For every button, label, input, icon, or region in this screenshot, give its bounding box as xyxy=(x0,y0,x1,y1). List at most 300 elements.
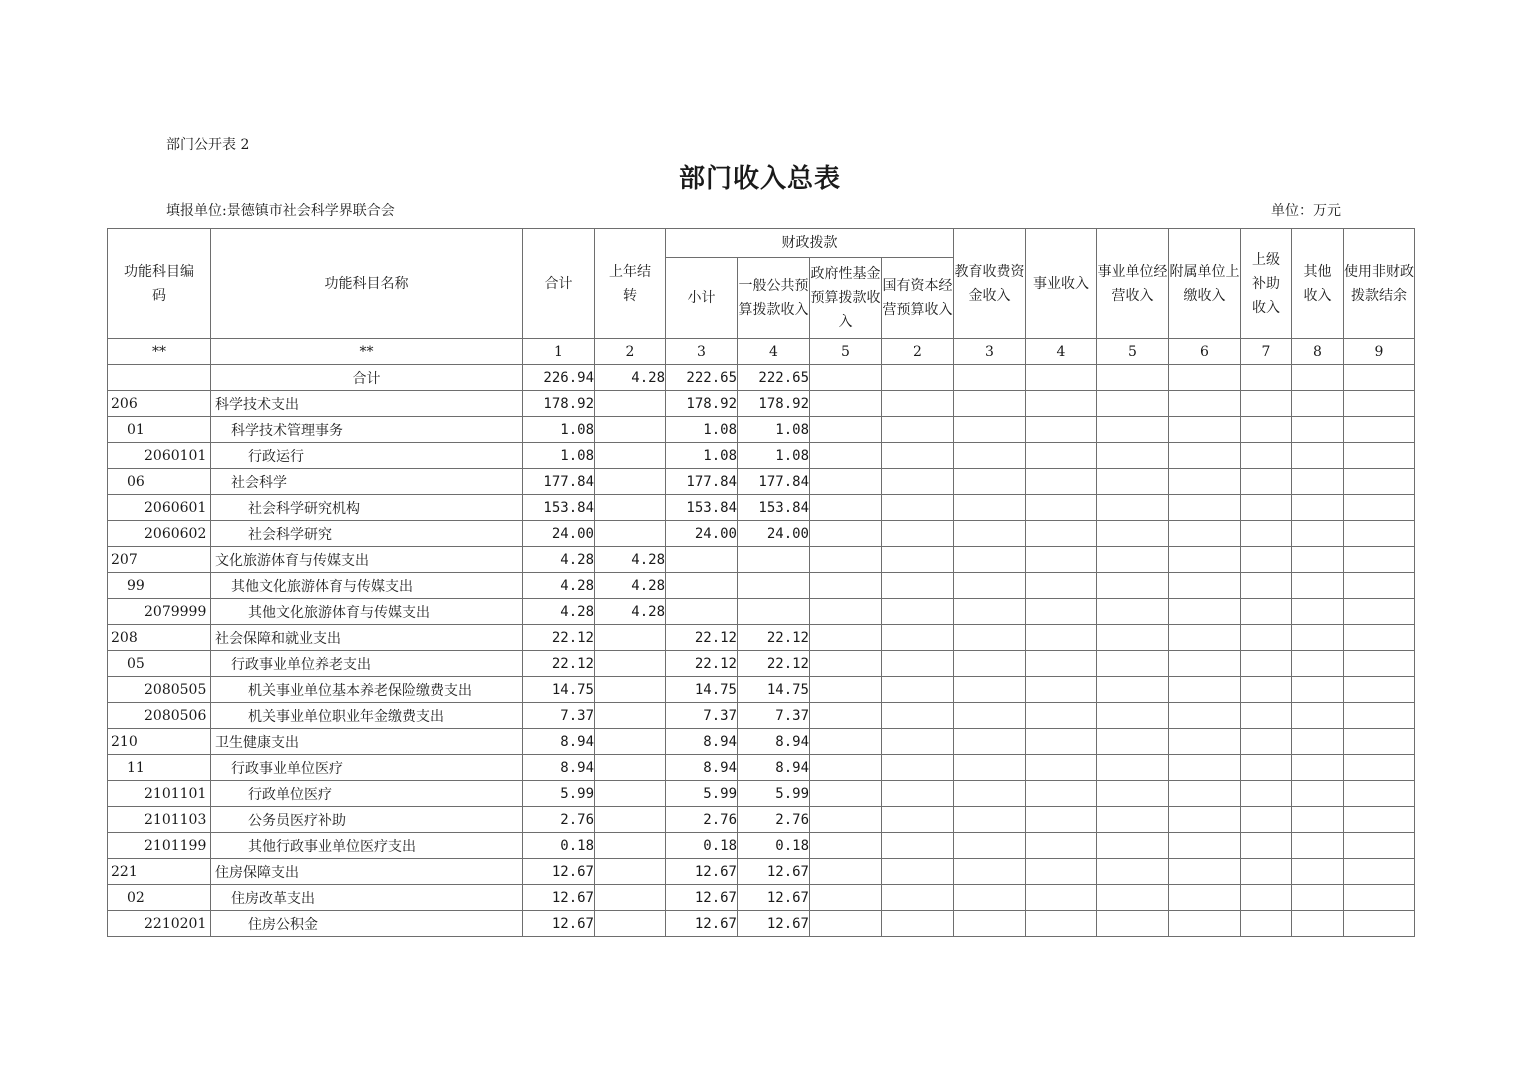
subtotal-cell xyxy=(666,573,738,599)
table-row xyxy=(108,365,1415,391)
empty-cell xyxy=(1097,885,1169,911)
empty-cell xyxy=(954,443,1026,469)
empty-cell xyxy=(954,625,1026,651)
empty-cell xyxy=(1292,703,1344,729)
empty-cell xyxy=(1241,755,1292,781)
empty-cell xyxy=(1344,859,1415,885)
seq-cell: 3 xyxy=(666,339,738,365)
empty-cell xyxy=(1344,833,1415,859)
empty-cell xyxy=(1097,443,1169,469)
subtotal-cell: 222.65 xyxy=(666,365,738,391)
code-cell: 2080506 xyxy=(108,703,211,729)
empty-cell xyxy=(954,781,1026,807)
name-cell: 住房保障支出 xyxy=(211,859,523,885)
empty-cell xyxy=(1241,469,1292,495)
empty-cell xyxy=(1292,573,1344,599)
empty-cell xyxy=(1292,911,1344,937)
seq-cell: 6 xyxy=(1169,339,1241,365)
empty-cell xyxy=(1097,729,1169,755)
empty-cell xyxy=(1169,859,1241,885)
total-cell: 14.75 xyxy=(523,677,595,703)
total-cell: 153.84 xyxy=(523,495,595,521)
table-row xyxy=(108,599,1415,625)
empty-cell xyxy=(1241,573,1292,599)
seq-cell: 5 xyxy=(810,339,882,365)
empty-cell xyxy=(1097,703,1169,729)
empty-cell xyxy=(954,729,1026,755)
carryover-cell xyxy=(595,807,666,833)
empty-cell xyxy=(954,469,1026,495)
general-budget-cell: 1.08 xyxy=(738,417,810,443)
empty-cell xyxy=(882,651,954,677)
empty-cell xyxy=(882,729,954,755)
empty-cell xyxy=(1292,417,1344,443)
empty-cell xyxy=(1241,599,1292,625)
header-general-budget: 一般公共预算拨款收入 xyxy=(738,258,810,339)
subtotal-cell: 7.37 xyxy=(666,703,738,729)
empty-cell xyxy=(1026,547,1097,573)
empty-cell xyxy=(1097,417,1169,443)
total-cell: 8.94 xyxy=(523,729,595,755)
empty-cell xyxy=(1097,495,1169,521)
general-budget-cell: 5.99 xyxy=(738,781,810,807)
empty-cell xyxy=(1169,599,1241,625)
empty-cell xyxy=(1169,911,1241,937)
money-unit: 单位：万元 xyxy=(1271,203,1341,219)
empty-cell xyxy=(1097,573,1169,599)
seq-cell: 4 xyxy=(1026,339,1097,365)
general-budget-cell: 153.84 xyxy=(738,495,810,521)
empty-cell xyxy=(1241,859,1292,885)
code-cell: 06 xyxy=(108,469,211,495)
empty-cell xyxy=(810,911,882,937)
seq-cell: 5 xyxy=(1097,339,1169,365)
empty-cell xyxy=(882,547,954,573)
general-budget-cell: 12.67 xyxy=(738,911,810,937)
name-cell: 行政事业单位养老支出 xyxy=(211,651,523,677)
empty-cell xyxy=(882,521,954,547)
empty-cell xyxy=(882,781,954,807)
empty-cell xyxy=(882,417,954,443)
empty-cell xyxy=(1344,911,1415,937)
empty-cell xyxy=(1169,703,1241,729)
total-cell: 0.18 xyxy=(523,833,595,859)
empty-cell xyxy=(1292,651,1344,677)
empty-cell xyxy=(954,859,1026,885)
table-row xyxy=(108,807,1415,833)
empty-cell xyxy=(1169,807,1241,833)
total-cell: 12.67 xyxy=(523,885,595,911)
empty-cell xyxy=(810,833,882,859)
name-cell: 社会科学研究机构 xyxy=(211,495,523,521)
empty-cell xyxy=(1292,391,1344,417)
seq-cell: 8 xyxy=(1292,339,1344,365)
empty-cell xyxy=(1169,781,1241,807)
empty-cell xyxy=(1292,443,1344,469)
empty-cell xyxy=(1169,755,1241,781)
empty-cell xyxy=(1292,599,1344,625)
table-row xyxy=(108,521,1415,547)
empty-cell xyxy=(1169,443,1241,469)
empty-cell xyxy=(882,469,954,495)
carryover-cell xyxy=(595,677,666,703)
empty-cell xyxy=(882,755,954,781)
empty-cell xyxy=(1169,495,1241,521)
empty-cell xyxy=(1344,781,1415,807)
empty-cell xyxy=(1026,859,1097,885)
name-cell: 公务员医疗补助 xyxy=(211,807,523,833)
doc-label: 部门公开表 2 xyxy=(166,137,250,153)
empty-cell xyxy=(810,469,882,495)
empty-cell xyxy=(1026,391,1097,417)
subtotal-cell: 0.18 xyxy=(666,833,738,859)
general-budget-cell xyxy=(738,573,810,599)
empty-cell xyxy=(1097,781,1169,807)
empty-cell xyxy=(1026,469,1097,495)
general-budget-cell: 24.00 xyxy=(738,521,810,547)
table-body xyxy=(108,339,1415,937)
empty-cell xyxy=(1241,365,1292,391)
table-header xyxy=(108,229,1415,339)
subtotal-cell: 14.75 xyxy=(666,677,738,703)
table-row xyxy=(108,547,1415,573)
empty-cell xyxy=(810,495,882,521)
total-cell: 22.12 xyxy=(523,625,595,651)
name-cell: 其他行政事业单位医疗支出 xyxy=(211,833,523,859)
name-cell: 社会科学 xyxy=(211,469,523,495)
empty-cell xyxy=(882,859,954,885)
seq-cell: 3 xyxy=(954,339,1026,365)
subtotal-cell: 12.67 xyxy=(666,859,738,885)
empty-cell xyxy=(1169,885,1241,911)
table-row xyxy=(108,417,1415,443)
subtotal-cell xyxy=(666,547,738,573)
general-budget-cell: 7.37 xyxy=(738,703,810,729)
empty-cell xyxy=(810,729,882,755)
code-cell: 2079999 xyxy=(108,599,211,625)
name-cell: 住房改革支出 xyxy=(211,885,523,911)
code-cell: 99 xyxy=(108,573,211,599)
total-cell: 178.92 xyxy=(523,391,595,417)
table-row xyxy=(108,625,1415,651)
empty-cell xyxy=(882,677,954,703)
header-name: 功能科目名称 xyxy=(211,229,523,339)
subtotal-cell: 22.12 xyxy=(666,651,738,677)
empty-cell xyxy=(1344,599,1415,625)
empty-cell xyxy=(1169,547,1241,573)
empty-cell xyxy=(882,599,954,625)
code-cell: 2210201 xyxy=(108,911,211,937)
general-budget-cell: 2.76 xyxy=(738,807,810,833)
empty-cell xyxy=(1292,625,1344,651)
table-row xyxy=(108,859,1415,885)
subtotal-cell: 12.67 xyxy=(666,911,738,937)
empty-cell xyxy=(1241,521,1292,547)
empty-cell xyxy=(882,703,954,729)
empty-cell xyxy=(1097,859,1169,885)
empty-cell xyxy=(1026,599,1097,625)
empty-cell xyxy=(1097,391,1169,417)
empty-cell xyxy=(1169,365,1241,391)
empty-cell xyxy=(1292,859,1344,885)
carryover-cell xyxy=(595,651,666,677)
general-budget-cell: 178.92 xyxy=(738,391,810,417)
header-superior-subsidy: 上级补助收入 xyxy=(1241,229,1292,339)
subtotal-cell: 8.94 xyxy=(666,729,738,755)
empty-cell xyxy=(1292,729,1344,755)
carryover-cell xyxy=(595,703,666,729)
empty-cell xyxy=(1344,365,1415,391)
empty-cell xyxy=(1344,677,1415,703)
code-cell: 2080505 xyxy=(108,677,211,703)
empty-cell xyxy=(1241,885,1292,911)
general-budget-cell xyxy=(738,547,810,573)
empty-cell xyxy=(882,391,954,417)
carryover-cell xyxy=(595,625,666,651)
empty-cell xyxy=(1241,781,1292,807)
total-cell: 2.76 xyxy=(523,807,595,833)
header-gov-fund: 政府性基金预算拨款收入 xyxy=(810,258,882,339)
carryover-cell xyxy=(595,911,666,937)
empty-cell xyxy=(954,651,1026,677)
empty-cell xyxy=(1241,417,1292,443)
carryover-cell xyxy=(595,495,666,521)
empty-cell xyxy=(810,677,882,703)
empty-cell xyxy=(1026,443,1097,469)
empty-cell xyxy=(810,521,882,547)
empty-cell xyxy=(1241,729,1292,755)
seq-cell: 2 xyxy=(595,339,666,365)
general-budget-cell: 1.08 xyxy=(738,443,810,469)
subtotal-cell: 8.94 xyxy=(666,755,738,781)
carryover-cell: 4.28 xyxy=(595,573,666,599)
empty-cell xyxy=(954,677,1026,703)
total-cell: 12.67 xyxy=(523,859,595,885)
subtotal-cell: 178.92 xyxy=(666,391,738,417)
general-budget-cell: 22.12 xyxy=(738,625,810,651)
name-cell: 科学技术管理事务 xyxy=(211,417,523,443)
empty-cell xyxy=(1169,391,1241,417)
empty-cell xyxy=(1026,521,1097,547)
empty-cell xyxy=(954,807,1026,833)
carryover-cell xyxy=(595,417,666,443)
carryover-cell: 4.28 xyxy=(595,599,666,625)
header-operating-income: 事业单位经营收入 xyxy=(1097,229,1169,339)
empty-cell xyxy=(954,547,1026,573)
empty-cell xyxy=(954,365,1026,391)
name-cell: 社会科学研究 xyxy=(211,521,523,547)
seq-cell: ** xyxy=(108,339,211,365)
empty-cell xyxy=(1344,729,1415,755)
empty-cell xyxy=(1344,547,1415,573)
empty-cell xyxy=(882,885,954,911)
table-row xyxy=(108,469,1415,495)
empty-cell xyxy=(1169,469,1241,495)
empty-cell xyxy=(1344,573,1415,599)
header-nonfiscal-balance: 使用非财政拨款结余 xyxy=(1344,229,1415,339)
subtotal-cell: 1.08 xyxy=(666,417,738,443)
name-cell: 其他文化旅游体育与传媒支出 xyxy=(211,599,523,625)
general-budget-cell xyxy=(738,599,810,625)
empty-cell xyxy=(1241,911,1292,937)
seq-cell: 4 xyxy=(738,339,810,365)
table-row xyxy=(108,677,1415,703)
empty-cell xyxy=(1292,885,1344,911)
table-row xyxy=(108,651,1415,677)
carryover-cell xyxy=(595,833,666,859)
empty-cell xyxy=(954,703,1026,729)
empty-cell xyxy=(810,755,882,781)
total-cell: 1.08 xyxy=(523,417,595,443)
empty-cell xyxy=(954,573,1026,599)
empty-cell xyxy=(1026,911,1097,937)
table-row xyxy=(108,573,1415,599)
subtotal-cell: 5.99 xyxy=(666,781,738,807)
empty-cell xyxy=(1026,651,1097,677)
empty-cell xyxy=(810,807,882,833)
empty-cell xyxy=(1097,807,1169,833)
empty-cell xyxy=(1292,677,1344,703)
empty-cell xyxy=(1026,625,1097,651)
header-subtotal: 小计 xyxy=(666,258,738,339)
code-cell: 210 xyxy=(108,729,211,755)
subtotal-cell: 24.00 xyxy=(666,521,738,547)
empty-cell xyxy=(1344,495,1415,521)
subtotal-cell: 12.67 xyxy=(666,885,738,911)
code-cell: 207 xyxy=(108,547,211,573)
empty-cell xyxy=(1292,807,1344,833)
empty-cell xyxy=(1026,677,1097,703)
empty-cell xyxy=(1169,729,1241,755)
empty-cell xyxy=(954,755,1026,781)
total-cell: 1.08 xyxy=(523,443,595,469)
general-budget-cell: 8.94 xyxy=(738,755,810,781)
code-cell: 221 xyxy=(108,859,211,885)
empty-cell xyxy=(1241,495,1292,521)
header-other-income: 其他收入 xyxy=(1292,229,1344,339)
code-cell: 208 xyxy=(108,625,211,651)
name-cell: 卫生健康支出 xyxy=(211,729,523,755)
header-code: 功能科目编码 xyxy=(108,229,211,339)
header-affiliate-income: 附属单位上缴收入 xyxy=(1169,229,1241,339)
general-budget-cell: 22.12 xyxy=(738,651,810,677)
table-row xyxy=(108,885,1415,911)
empty-cell xyxy=(954,391,1026,417)
carryover-cell xyxy=(595,521,666,547)
table-row xyxy=(108,703,1415,729)
carryover-cell xyxy=(595,391,666,417)
empty-cell xyxy=(1169,521,1241,547)
empty-cell xyxy=(882,443,954,469)
name-cell: 机关事业单位基本养老保险缴费支出 xyxy=(211,677,523,703)
name-cell: 行政事业单位医疗 xyxy=(211,755,523,781)
empty-cell xyxy=(1169,833,1241,859)
empty-cell xyxy=(1292,521,1344,547)
empty-cell xyxy=(1344,443,1415,469)
empty-cell xyxy=(810,417,882,443)
code-cell: 05 xyxy=(108,651,211,677)
empty-cell xyxy=(1344,807,1415,833)
header-state-capital: 国有资本经营预算收入 xyxy=(882,258,954,339)
empty-cell xyxy=(1097,521,1169,547)
subtotal-cell: 22.12 xyxy=(666,625,738,651)
table-row xyxy=(108,495,1415,521)
empty-cell xyxy=(1097,833,1169,859)
seq-cell: 2 xyxy=(882,339,954,365)
name-cell: 文化旅游体育与传媒支出 xyxy=(211,547,523,573)
total-cell: 4.28 xyxy=(523,599,595,625)
empty-cell xyxy=(1097,547,1169,573)
table-row xyxy=(108,911,1415,937)
name-cell: 社会保障和就业支出 xyxy=(211,625,523,651)
empty-cell xyxy=(882,833,954,859)
seq-cell: 7 xyxy=(1241,339,1292,365)
code-cell: 2060601 xyxy=(108,495,211,521)
empty-cell xyxy=(1026,703,1097,729)
income-table xyxy=(107,228,1415,937)
empty-cell xyxy=(1241,807,1292,833)
empty-cell xyxy=(1169,573,1241,599)
code-cell: 2101101 xyxy=(108,781,211,807)
empty-cell xyxy=(1344,625,1415,651)
empty-cell xyxy=(810,573,882,599)
header-education-fee: 教育收费资金收入 xyxy=(954,229,1026,339)
carryover-cell xyxy=(595,729,666,755)
empty-cell xyxy=(810,703,882,729)
empty-cell xyxy=(882,365,954,391)
table-row xyxy=(108,729,1415,755)
general-budget-cell: 8.94 xyxy=(738,729,810,755)
general-budget-cell: 14.75 xyxy=(738,677,810,703)
seq-cell: 9 xyxy=(1344,339,1415,365)
code-cell: 2101103 xyxy=(108,807,211,833)
code-cell: 01 xyxy=(108,417,211,443)
code-cell xyxy=(108,365,211,391)
carryover-cell xyxy=(595,885,666,911)
empty-cell xyxy=(1097,365,1169,391)
empty-cell xyxy=(810,625,882,651)
carryover-cell xyxy=(595,755,666,781)
filing-unit: 填报单位:景德镇市社会科学界联合会 xyxy=(166,203,395,219)
empty-cell xyxy=(1241,703,1292,729)
header-business-income: 事业收入 xyxy=(1026,229,1097,339)
empty-cell xyxy=(882,573,954,599)
general-budget-cell: 177.84 xyxy=(738,469,810,495)
empty-cell xyxy=(1169,625,1241,651)
subtotal-cell: 153.84 xyxy=(666,495,738,521)
empty-cell xyxy=(1241,651,1292,677)
subtotal-cell: 2.76 xyxy=(666,807,738,833)
empty-cell xyxy=(954,417,1026,443)
empty-cell xyxy=(954,833,1026,859)
empty-cell xyxy=(954,885,1026,911)
carryover-cell: 4.28 xyxy=(595,365,666,391)
page-title: 部门收入总表 xyxy=(678,164,841,194)
empty-cell xyxy=(1241,833,1292,859)
code-cell: 2060101 xyxy=(108,443,211,469)
empty-cell xyxy=(810,547,882,573)
empty-cell xyxy=(1169,677,1241,703)
empty-cell xyxy=(1026,833,1097,859)
total-cell: 24.00 xyxy=(523,521,595,547)
empty-cell xyxy=(954,599,1026,625)
empty-cell xyxy=(1026,573,1097,599)
total-cell: 4.28 xyxy=(523,547,595,573)
empty-cell xyxy=(954,495,1026,521)
empty-cell xyxy=(810,651,882,677)
empty-cell xyxy=(882,807,954,833)
empty-cell xyxy=(1097,651,1169,677)
